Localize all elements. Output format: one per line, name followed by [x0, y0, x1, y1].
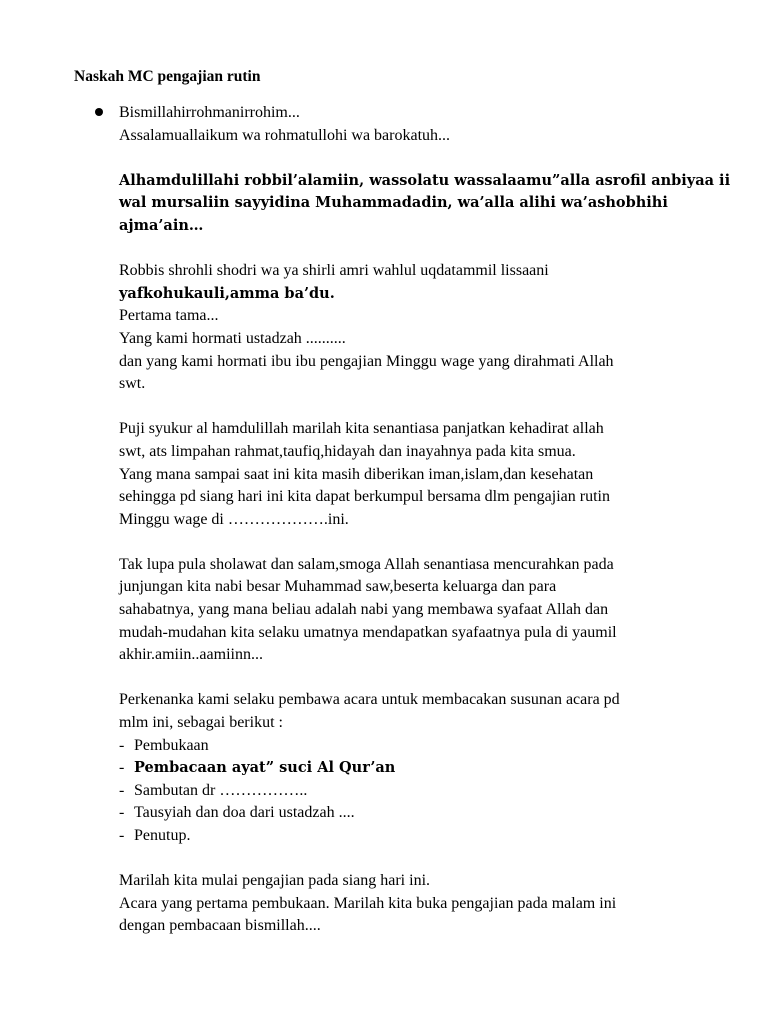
text-line: Pertama tama...: [119, 307, 219, 325]
bullet-icon: [95, 108, 103, 116]
text-line: dan yang kami hormati ibu ibu pengajian Minggu wage yang dirahmati Allah: [119, 352, 614, 370]
text-line: Tak lupa pula sholawat dan salam,smoga Allah senantiasa mencurahkan pada: [119, 555, 614, 573]
text-line: wal mursaliin sayyidina Muhammadadin, wa’alla alihi wa’ashobhihi: [119, 194, 668, 212]
text-line: Assalamuallaikum wa rohmatullohi wa barokatuh...: [119, 126, 451, 144]
agenda-item: [119, 825, 699, 848]
document-body: [119, 102, 731, 938]
text-line: Puji syukur al hamdulillah marilah kita senantiasa panjatkan kehadirat allah: [119, 420, 604, 438]
text-line: junjungan kita nabi besar Muhammad saw,beserta keluarga dan para: [119, 578, 557, 596]
text-line: Yang kami hormati ustadzah ..........: [119, 329, 346, 347]
text-line: mlm ini, sebagai berikut :: [119, 714, 283, 732]
list-dash: -: [119, 759, 125, 777]
list-dash: -: [119, 804, 125, 822]
text-line: swt.: [119, 375, 146, 393]
text-line: mudah-mudahan kita selaku umatnya mendapatkan syafaatnya pula di yaumil: [119, 623, 617, 641]
agenda-item: [119, 735, 699, 758]
text-line: yafkohukauli,amma ba’du.: [119, 284, 335, 302]
text-line: Marilah kita mulai pengajian pada siang hari ini.: [119, 872, 431, 890]
text-line: Acara yang pertama pembukaan. Marilah kita buka pengajian pada malam ini: [119, 894, 617, 912]
agenda-item-label: Penutup.: [134, 827, 191, 844]
list-dash: -: [119, 827, 125, 844]
document-title: Naskah MC pengajian rutin: [74, 68, 261, 85]
text-line: Yang mana sampai saat ini kita masih diberikan iman,islam,dan kesehatan: [119, 465, 594, 483]
agenda-item-label: Pembacaan ayat” suci Al Qur’an: [134, 759, 396, 777]
text-line: Minggu wage di ……………….ini.: [119, 510, 349, 528]
text-line: Bismillahirrohmanirrohim...: [119, 104, 300, 121]
text-line: Perkenanka kami selaku pembawa acara untuk membacakan susunan acara pd: [119, 691, 620, 709]
text-line: ajma’ain…: [119, 216, 204, 234]
text-line: sehingga pd siang hari ini kita dapat berkumpul bersama dlm pengajian rutin: [119, 488, 610, 506]
agenda-item: [119, 802, 699, 825]
agenda-item: [119, 780, 699, 803]
text-line: akhir.amiin..aamiinn...: [119, 646, 263, 664]
list-dash: -: [119, 736, 125, 754]
text-line: dengan pembacaan bismillah....: [119, 917, 321, 935]
text-line: Robbis shrohli shodri wa ya shirli amri wahlul uqdatammil lissaani: [119, 262, 549, 280]
agenda-item-label: Sambutan dr ……………..: [134, 781, 308, 799]
text-line: swt, ats limpahan rahmat,taufiq,hidayah dan inayahnya pada kita smua.: [119, 442, 576, 460]
list-dash: -: [119, 781, 125, 799]
text-line: Alhamdulillahi robbil’alamiin, wassolatu wassalaamu”alla asrofil anbiyaa ii: [119, 171, 731, 189]
agenda-item: [119, 757, 699, 780]
agenda-item-label: Tausyiah dan doa dari ustadzah ....: [134, 804, 355, 822]
text-line: sahabatnya, yang mana beliau adalah nabi yang membawa syafaat Allah dan: [119, 601, 609, 619]
agenda-item-label: Pembukaan: [134, 736, 209, 754]
